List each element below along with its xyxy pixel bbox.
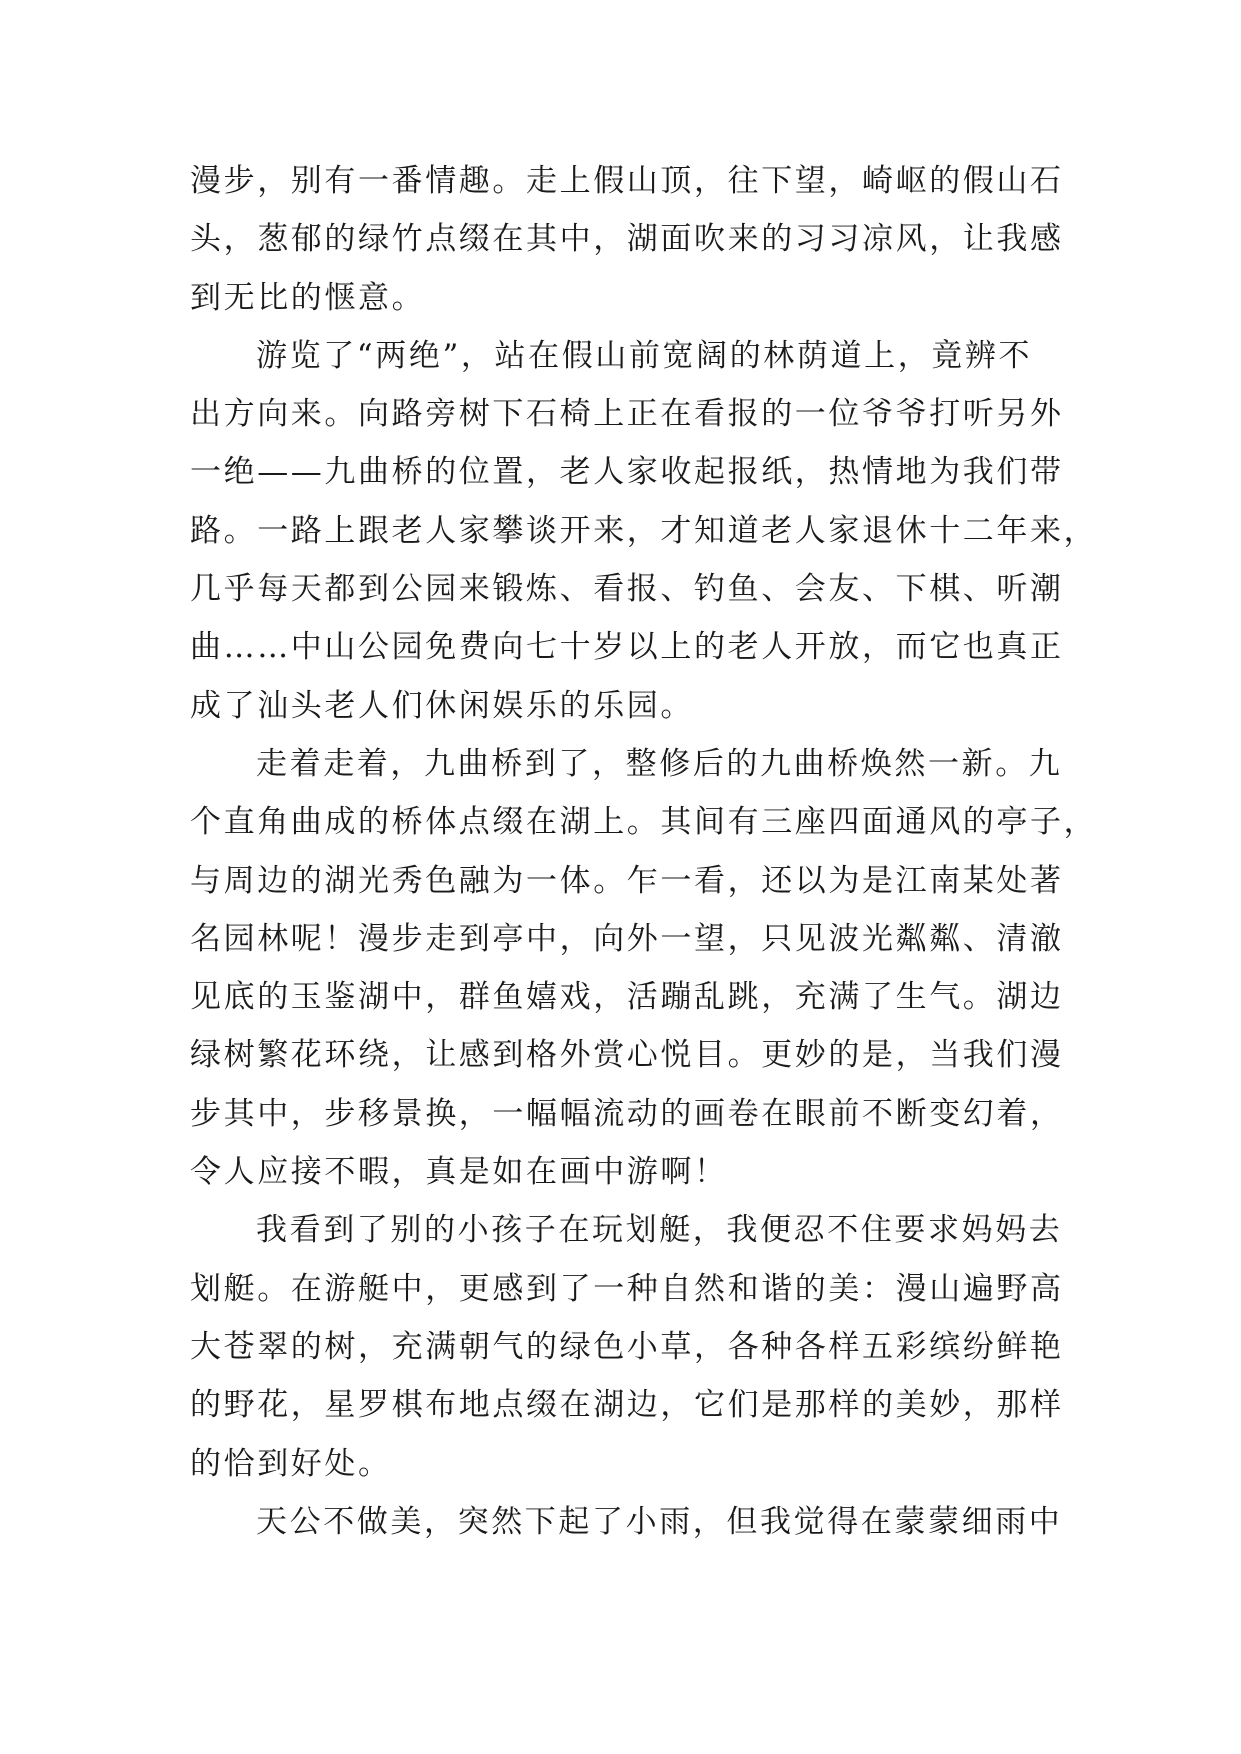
text-line: 的野花，星罗棋布地点缀在湖边，它们是那样的美妙，那样 <box>190 1387 1064 1424</box>
paragraph-first-line: 天公不做美，突然下起了小雨，但我觉得在蒙蒙细雨中 <box>256 1503 1063 1540</box>
paragraph-first-line: 走着走着，九曲桥到了，整修后的九曲桥焕然一新。九 <box>256 745 1063 782</box>
text-line: 一绝——九曲桥的位置，老人家收起报纸，热情地为我们带 <box>190 454 1064 491</box>
paragraph-first-line: 游览了“两绝”，站在假山前宽阔的林荫道上，竟辨不 <box>256 337 1033 374</box>
text-line: 大苍翠的树，充满朝气的绿色小草，各种各样五彩缤纷鲜艳 <box>190 1328 1064 1365</box>
text-line: 名园林呢！漫步走到亭中，向外一望，只见波光粼粼、清澈 <box>190 920 1064 957</box>
text-line: 出方向来。向路旁树下石椅上正在看报的一位爷爷打听另外 <box>190 396 1064 433</box>
text-line: 个直角曲成的桥体点缀在湖上。其间有三座四面通风的亭子， <box>190 804 1098 841</box>
text-line: 见底的玉鉴湖中，群鱼嬉戏，活蹦乱跳，充满了生气。湖边 <box>190 979 1064 1016</box>
text-line: 头，葱郁的绿竹点缀在其中，湖面吹来的习习凉风，让我感 <box>190 221 1064 258</box>
text-line: 漫步，别有一番情趣。走上假山顶，往下望，崎岖的假山石 <box>190 163 1064 199</box>
text-line: 步其中，步移景换，一幅幅流动的画卷在眼前不断变幻着， <box>190 1095 1064 1132</box>
text-line: 的恰到好处。 <box>190 1445 392 1482</box>
text-line: 划艇。在游艇中，更感到了一种自然和谐的美：漫山遍野高 <box>190 1270 1064 1307</box>
text-line: 绿树繁花环绕，让感到格外赏心悦目。更妙的是，当我们漫 <box>190 1037 1064 1074</box>
body-text <box>190 152 1098 1551</box>
text-line: 到无比的惬意。 <box>190 279 426 316</box>
text-line: 几乎每天都到公园来锻炼、看报、钓鱼、会友、下棋、听潮 <box>190 571 1064 608</box>
text-line: 曲……中山公园免费向七十岁以上的老人开放，而它也真正 <box>190 629 1064 666</box>
paragraph-first-line: 我看到了别的小孩子在玩划艇，我便忍不住要求妈妈去 <box>256 1212 1063 1249</box>
text-line: 成了汕头老人们休闲娱乐的乐园。 <box>190 687 694 724</box>
text-line: 路。一路上跟老人家攀谈开来，才知道老人家退休十二年来， <box>190 512 1098 549</box>
text-line: 令人应接不暇，真是如在画中游啊！ <box>190 1154 728 1191</box>
text-line: 与周边的湖光秀色融为一体。乍一看，还以为是江南某处著 <box>190 862 1064 899</box>
